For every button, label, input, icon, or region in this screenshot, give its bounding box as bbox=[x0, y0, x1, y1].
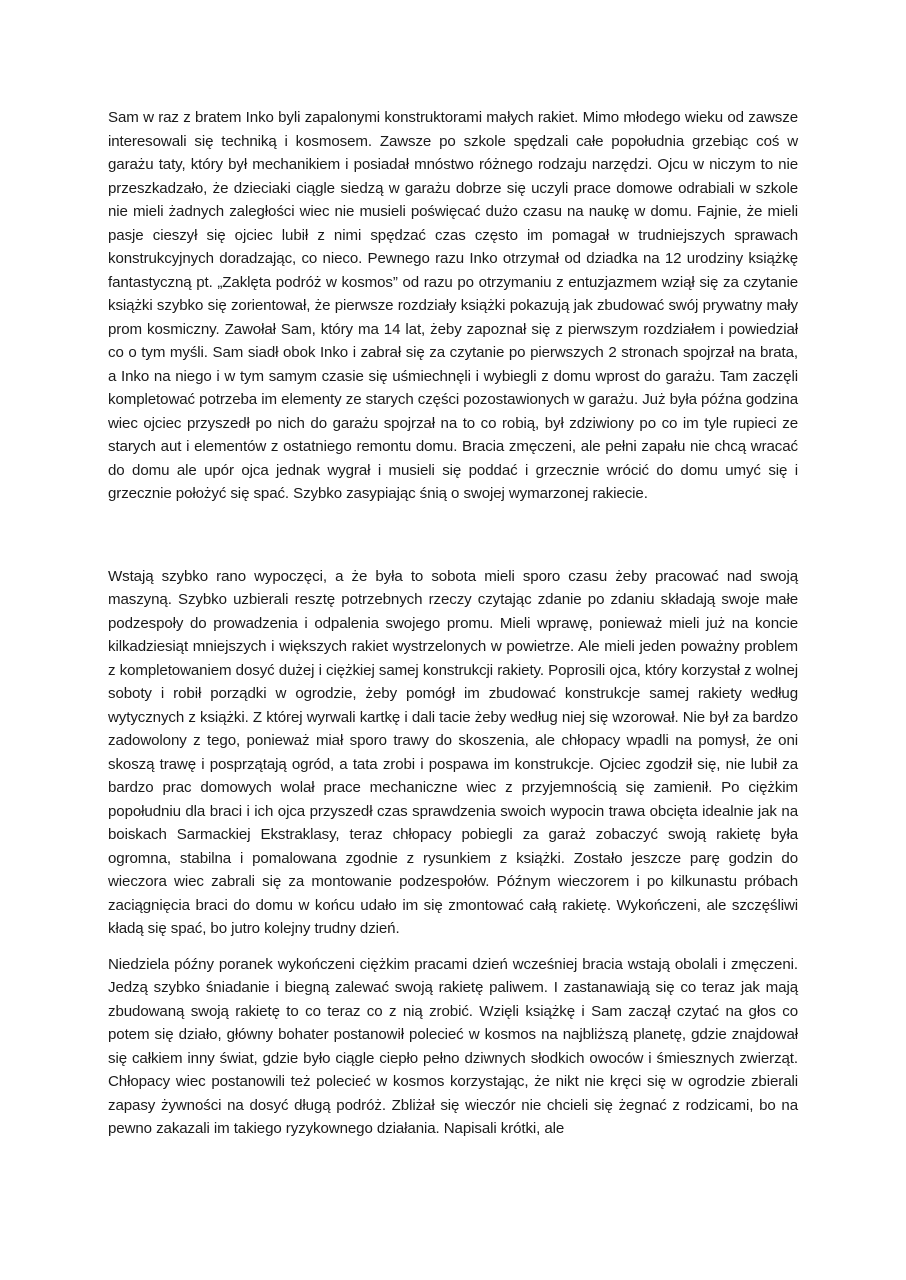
paragraph-1: Sam w raz z bratem Inko byli zapalonymi konstruktorami małych rakiet. Mimo młodego wieku od zawsze interesowali się techniką i kosmosem. Zawsze po szkole spędzali całe popołudnia grzebiąc coś w garażu taty, który był mechanikiem i posiadał mnóstwo różnego rodzaju narzędzi. Ojcu w niczym to nie przeszkadzało, że dzieciaki ciągle siedzą w garażu dobrze się uczyli prace domowe odrabiali w szkole nie mieli żadnych zaległości wiec nie musieli poświęcać dużo czasu na naukę w domu. Fajnie, że mieli pasje cieszył się ojciec lubił z nimi spędzać czas często im pomagał w trudniejszych sprawach konstrukcyjnych doradzając, co nieco. Pewnego razu Inko otrzymał od dziadka na 12 urodziny książkę fantastyczną pt. „Zaklęta podróż w kosmos” od razu po otrzymaniu z entuzjazmem wziął się za czytanie książki szybko się zorientował, że pierwsze rozdziały książki pokazują jak zbudować swój prywatny mały prom kosmiczny. Zawołał Sam, który ma 14 lat, żeby zapoznał się z pierwszym rozdziałem i powiedział co o tym myśli. Sam siadł obok Inko i zabrał się za czytanie po pierwszych 2 stronach spojrzał na brata, a Inko na niego i w tym samym czasie się uśmiechnęli i wybiegli z domu wprost do garażu. Tam zaczęli kompletować potrzeba im elementy ze starych części pozostawionych w garażu. Już była późna godzina wiec ojciec przyszedł po nich do garażu spojrzał na to co robią, był zdziwiony po co im tyle rupieci ze starych aut i elementów z ostatniego remontu domu. Bracia zmęczeni, ale pełni zapału nie chcą wracać do domu ale upór ojca jednak wygrał i musieli się poddać i grzecznie wrócić do domu umyć się i grzecznie położyć się spać. Szybko zasypiając śnią o swojej wymarzonej rakiecie. bbox=[108, 109, 798, 502]
document-page bbox=[108, 106, 798, 1141]
paragraph-2: Wstają szybko rano wypoczęci, a że była to sobota mieli sporo czasu żeby pracować nad swoją maszyną. Szybko uzbierali resztę potrzebnych rzeczy czytając zdanie po zdaniu składają swoje małe podzespoły do prowadzenia i odpalenia swojego promu. Mieli wprawę, ponieważ mieli już na koncie kilkadziesiąt mniejszych i większych rakiet wystrzelonych w powietrze. Ale mieli jeden poważny problem z kompletowaniem dosyć dużej i ciężkiej samej konstrukcji rakiety. Poprosili ojca, który korzystał z wolnej soboty i robił porządki w ogrodzie, żeby pomógł im zbudować konstrukcje samej rakiety według wytycznych z książki. Z której wyrwali kartkę i dali tacie żeby według niej się wzorował. Nie był za bardzo zadowolony z tego, ponieważ miał sporo trawy do skoszenia, ale chłopacy wpadli na pomysł, że oni skoszą trawę i posprzątają ogród, a tata zrobi i pospawa im konstrukcje. Ojciec zgodził się, nie lubił za bardzo prac domowych wolał prace mechaniczne wiec z przyjemnością się zamienił. Po ciężkim popołudniu dla braci i ich ojca przyszedł czas sprawdzenia swoich wypocin trawa obcięta idealnie jak na boiskach Sarmackiej Ekstraklasy, teraz chłopacy pobiegli za garaż zobaczyć swoją rakietę była ogromna, stabilna i pomalowana zgodnie z rysunkiem z książki. Zostało jeszcze parę godzin do wieczora wiec zabrali się za montowanie podzespołów. Późnym wieczorem i po kilkunastu próbach zaciągnięcia braci do domu w końcu udało im się zmontować całą rakietę. Wykończeni, ale szczęśliwi kładą się spać, bo jutro kolejny trudny dzień. bbox=[108, 567, 798, 937]
paragraph-3: Niedziela późny poranek wykończeni ciężkim pracami dzień wcześniej bracia wstają obolali i zmęczeni. Jedzą szybko śniadanie i biegną zalewać swoją rakietę paliwem. I zastanawiają się co teraz jak mają zbudowaną swoją rakietę to co teraz co z nią zrobić. Wzięli książkę i Sam zaczął czytać na głos co potem się działo, główny bohater postanowił polecieć w kosmos na najbliższą planetę, gdzie znajdował się całkiem inny świat, gdzie było ciągle ciepło pełno dziwnych słodkich owoców i śmiesznych zwierząt. Chłopacy wiec postanowili też polecieć w kosmos korzystając, że nikt nie kręci się w ogrodzie zbierali zapasy żywności na dosyć długą podróż. Zbliżał się wieczór nie chcieli się żegnać z rodzicami, bo na pewno zakazali im takiego ryzykownego działania. Napisali krótki, ale bbox=[108, 955, 798, 1137]
